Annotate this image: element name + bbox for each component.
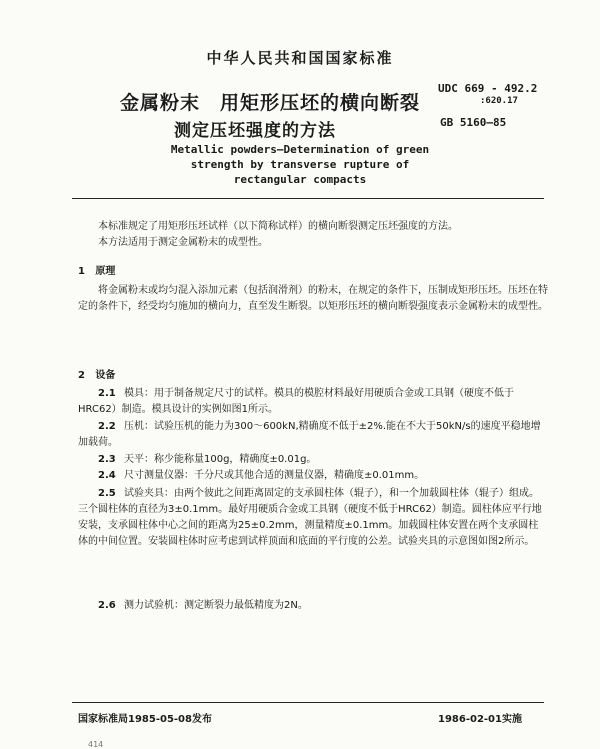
english-title-line-3: rectangular compacts	[233, 173, 367, 186]
clause-2-6-number: 2.6	[98, 600, 116, 611]
clause-2-4-text: 尺寸测量仪器：千分尺或其他合适的测量仪器，精确度±0.01mm。	[124, 470, 425, 481]
english-title-line-1: Metallic powders—Determination of green	[170, 143, 430, 156]
udc-code: UDC 669 - 492.2	[438, 82, 538, 95]
section-1-title: 原理	[95, 266, 116, 277]
section-2-number: 2	[78, 370, 85, 381]
udc-code-continuation: :620.17	[480, 96, 518, 106]
clause-2-2-text: 压机：试验压机的能力为300～600kN,精确度不低于±2%.能在不大于50kN/s的速度平稳地增加载荷。	[78, 421, 541, 448]
page-number: 414	[88, 740, 104, 749]
clause-2-3-text: 天平：称少能称量100g，精确度±0.01g。	[124, 454, 317, 465]
intro-paragraph-1: 本标准规定了用矩形压坯试样（以下简称试样）的横向断裂测定压坯强度的方法。	[98, 221, 458, 232]
clause-2-4-number: 2.4	[98, 470, 116, 481]
section-1-heading	[78, 262, 115, 277]
section-1-number: 1	[78, 266, 85, 277]
clause-2-3-number: 2.3	[98, 454, 116, 465]
clause-2-5-number: 2.5	[98, 488, 116, 499]
section-1-text: 将金属粉末或均匀混入添加元素（包括润滑剂）的粉末，在规定的条件下，压制成矩形压坯。压坯在特定的条件下，经受均匀施加的横向力，直至发生断裂。以矩形压坯的横向断裂强度表示金属粉末的成型性。	[78, 285, 548, 312]
issue-date: 国家标准局1985-05-08发布	[78, 714, 212, 725]
clause-2-2-number: 2.2	[98, 421, 116, 432]
effective-date: 1986-02-01实施	[438, 714, 522, 725]
national-standard-label: 中华人民共和国国家标准	[206, 49, 394, 67]
english-title-line-2: strength by transverse rupture of	[190, 158, 410, 171]
section-2-heading	[78, 366, 115, 381]
gb-number: GB 5160—85	[440, 116, 507, 129]
section-2-title: 设备	[95, 370, 116, 381]
clause-2-1-number: 2.1	[98, 388, 116, 399]
clause-2-5-text: 试验夹具：由两个彼此之间距离固定的支承圆柱体（辊子），和一个加载圆柱体（辊子）组成。三个圆柱体的直径为3±0.1mm。最好用硬质合金或工具钢（硬度不低于HRC62）制造。圆柱体应平行地安装，支承圆柱体中心之间的距离为25±0.2mm，测量精度±0.1mm。加载圆柱体安置在两个支承圆柱体的中间位置。安装圆柱体时应考虑到试样顶面和底面的平行度的公差。试验夹具的示意图如图2所示。	[78, 488, 542, 547]
footer-divider	[72, 702, 544, 703]
clause-2-1-text: 模具：用于制备规定尺寸的试样。模具的模腔材料最好用硬质合金或工具钢（硬度不低于HRC62）制造。模具设计的实例如图1所示。	[78, 388, 514, 415]
clause-2-5	[78, 486, 548, 550]
title-line-1: 金属粉末 用矩形压坯的横向断裂	[120, 92, 421, 114]
intro-paragraph-2: 本方法适用于测定金属粉末的成型性。	[98, 237, 268, 248]
clause-2-2	[78, 419, 548, 451]
clause-2-4	[78, 468, 548, 484]
clause-2-6-text: 测力试验机：测定断裂力最低精度为2N。	[124, 600, 308, 611]
clause-2-3	[78, 452, 548, 468]
header-divider	[72, 198, 544, 199]
clause-2-6	[78, 598, 548, 614]
title-line-2: 测定压坯强度的方法	[174, 121, 336, 141]
clause-2-1	[78, 386, 548, 418]
